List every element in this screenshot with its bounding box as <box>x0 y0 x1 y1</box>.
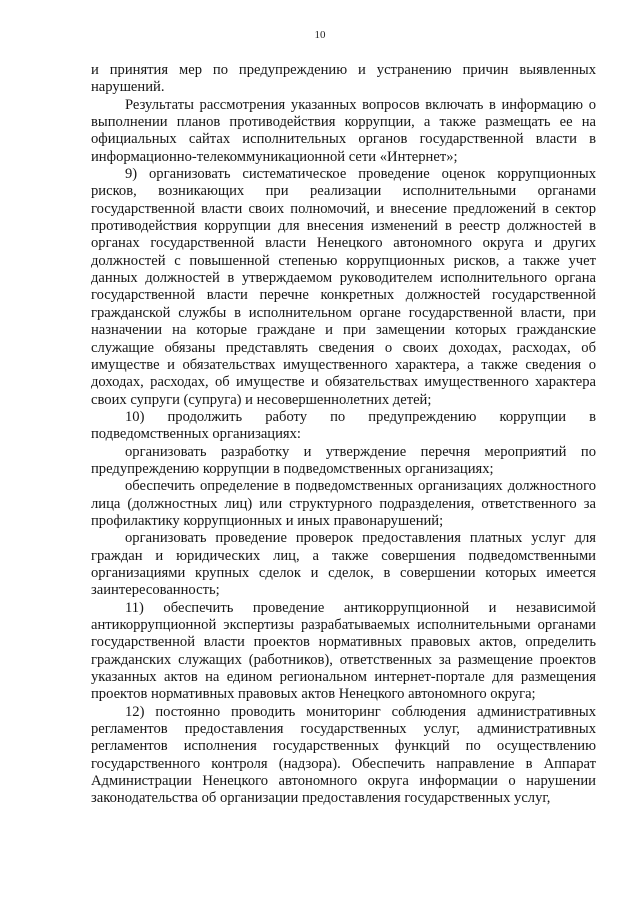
paragraph-item-9: 9) организовать систематическое проведение оценок коррупционных рисков, возникающих при реализации исполнительными органами государственной власти своих полномочий, и внесение предложений в сектор противодействия коррупции для внесения изменений в реестр должностей в органах государственной власти Ненецкого автономного округа и других должностей с повышенной степенью коррупционных рисков, а также учет данных должностей в утверждаемом руководителем исполнительного органа государственной власти перечне конкретных должностей государственной гражданской службы в исполнительном органе государственной власти, при назначении на которые граждане и при замещении которых гражданские служащие обязаны представлять сведения о своих доходах, расходах, об имуществе и обязательствах имущественного характера, а также сведения о доходах, расходах, об имуществе и обязательствах имущественного характера своих супруги (супруга) и несовершеннолетних детей; <box>91 166 596 408</box>
paragraph-item-10-list-3: организовать проведение проверок предоставления платных услуг для граждан и юридических лиц, а также совершения подведомственными организациями крупных сделок и сделок, в совершении которых имеется заинтересованность; <box>91 530 596 599</box>
paragraph-item-10-list-2: обеспечить определение в подведомственных организациях должностного лица (должностных лиц) или структурного подразделения, ответственного за профилактику коррупционных и иных правонарушений; <box>91 478 596 529</box>
paragraph-item-10: 10) продолжить работу по предупреждению коррупции в подведомственных организациях: <box>91 408 596 443</box>
document-body <box>91 62 596 808</box>
paragraph-continuation: и принятия мер по предупреждению и устранению причин выявленных нарушений. <box>91 62 596 96</box>
paragraph-item-10-list-1: организовать разработку и утверждение перечня мероприятий по предупреждению коррупции в подведомственных организациях; <box>91 443 596 477</box>
paragraph-results: Результаты рассмотрения указанных вопросов включать в информацию о выполнении планов противодействия коррупции, а также размещать ее на официальных сайтах исполнительных органов государственной власти в информационно-телекоммуникационной сети «Интернет»; <box>91 96 596 165</box>
paragraph-item-11: 11) обеспечить проведение антикоррупционной и независимой антикоррупционной экспертизы разрабатываемых исполнительными органами государственной власти проектов нормативных правовых актов, определить гражданских служащих (работников), ответственных за размещение проектов указанных актов на едином региональном интернет-портале для размещения проектов нормативных правовых актов Ненецкого автономного округа; <box>91 599 596 703</box>
paragraph-item-12: 12) постоянно проводить мониторинг соблюдения административных регламентов предоставления государственных услуг, административных регламентов исполнения государственных функций по осуществлению государственного контроля (надзора). Обеспечить направление в Аппарат Администрации Ненецкого автономного округа информации о нарушении законодательства об организации предоставления государственных услуг, <box>91 703 596 807</box>
page-number: 10 <box>314 29 326 41</box>
